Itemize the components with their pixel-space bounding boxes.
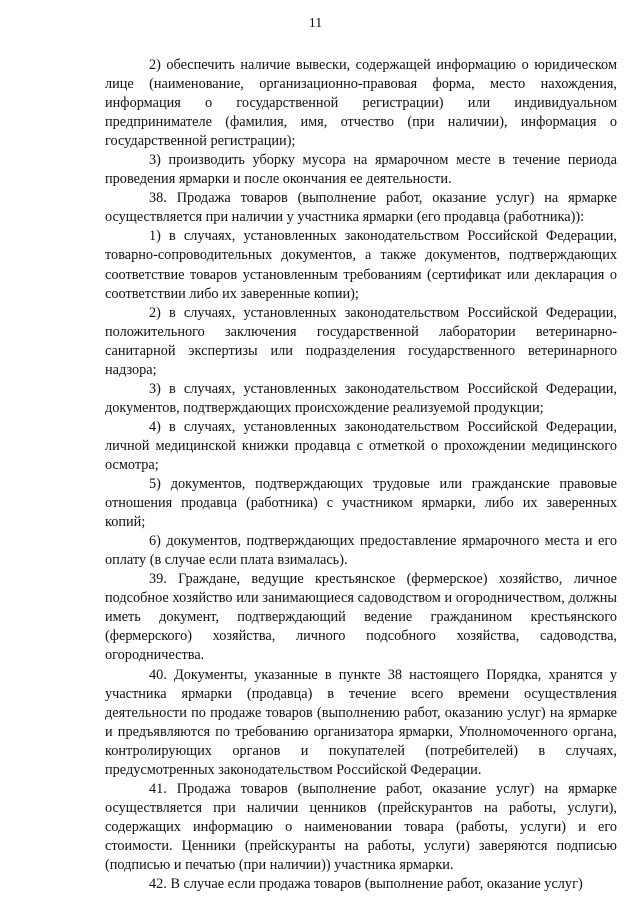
paragraph-39: 39. Граждане, ведущие крестьянское (фермерское) хозяйство, личное подсобное хозяйство или занимающиеся садоводством и огородничеством, должны иметь документ, подтверждающий ведение гражданином крестьянского (фермерского) хозяйства, личного подсобного хозяйства, садоводства, огородничества. (105, 571, 617, 664)
paragraph-40: 40. Документы, указанные в пункте 38 настоящего Порядка, хранятся у участника ярмарки (продавца) в течение всего времени осуществления деятельности по продаже товаров (выполнению работ, оказанию услуг) на ярмарке и предъявляются по требованию организатора ярмарки, Уполномоченного органа, контролирующих органов и покупателей (потребителей) в случаях, предусмотренных законодательством Российской Федерации. (105, 666, 617, 778)
document-body (105, 56, 617, 894)
paragraph-42: 42. В случае если продажа товаров (выполнение работ, оказание услуг) (149, 876, 583, 893)
paragraph-41: 41. Продажа товаров (выполнение работ, оказание услуг) на ярмарке осуществляется при наличии ценников (прейскурантов на работы, услуги), содержащих информацию о наименовании товара (работы, услуги) и его стоимости. Ценники (прейскуранты на работы, услуги) заверяются подписью (подписью и печатью (при наличии)) участника ярмарки. (105, 780, 617, 873)
paragraph-38-item-3: 3) в случаях, установленных законодательством Российской Федерации, документов, подтверждающих происхождение реализуемой продукции; (105, 380, 617, 416)
paragraph-38-item-4: 4) в случаях, установленных законодательством Российской Федерации, личной медицинской книжки продавца с отметкой о прохождении медицинского осмотра; (105, 418, 617, 473)
paragraph-38-item-2: 2) в случаях, установленных законодательством Российской Федерации, положительного заключения государственной лаборатории ветеринарно-санитарной экспертизы или подразделения государственного ветеринарного надзора; (105, 304, 617, 378)
paragraph-2-signboard: 2) обеспечить наличие вывески, содержащей информацию о юридическом лице (наименование, организационно-правовая форма, место нахождения, информация о государственной регистрации) или индивидуальном предпринимателе (фамилия, имя, отчество (при наличии), информация о государственной регистрации); (105, 57, 617, 150)
paragraph-3-cleaning: 3) производить уборку мусора на ярмарочном месте в течение периода проведения ярмарки и после окончания ее деятельности. (105, 152, 617, 188)
paragraph-38: 38. Продажа товаров (выполнение работ, оказание услуг) на ярмарке осуществляется при наличии у участника ярмарки (его продавца (работника)): (105, 190, 617, 226)
paragraph-38-item-5: 5) документов, подтверждающих трудовые или гражданские правовые отношения продавца (работника) с участником ярмарки, либо их заверенных копий; (105, 476, 617, 531)
page-number: 11 (308, 16, 323, 31)
paragraph-38-item-6: 6) документов, подтверждающих предоставление ярмарочного места и его оплату (в случае если плата взималась). (105, 533, 617, 569)
paragraph-38-item-1: 1) в случаях, установленных законодательством Российской Федерации, товарно-сопроводительных документов, а также документов, подтверждающих соответствие товаров установленным требованиям (сертификат или декларация о соответствии либо их заверенные копии); (105, 228, 617, 302)
